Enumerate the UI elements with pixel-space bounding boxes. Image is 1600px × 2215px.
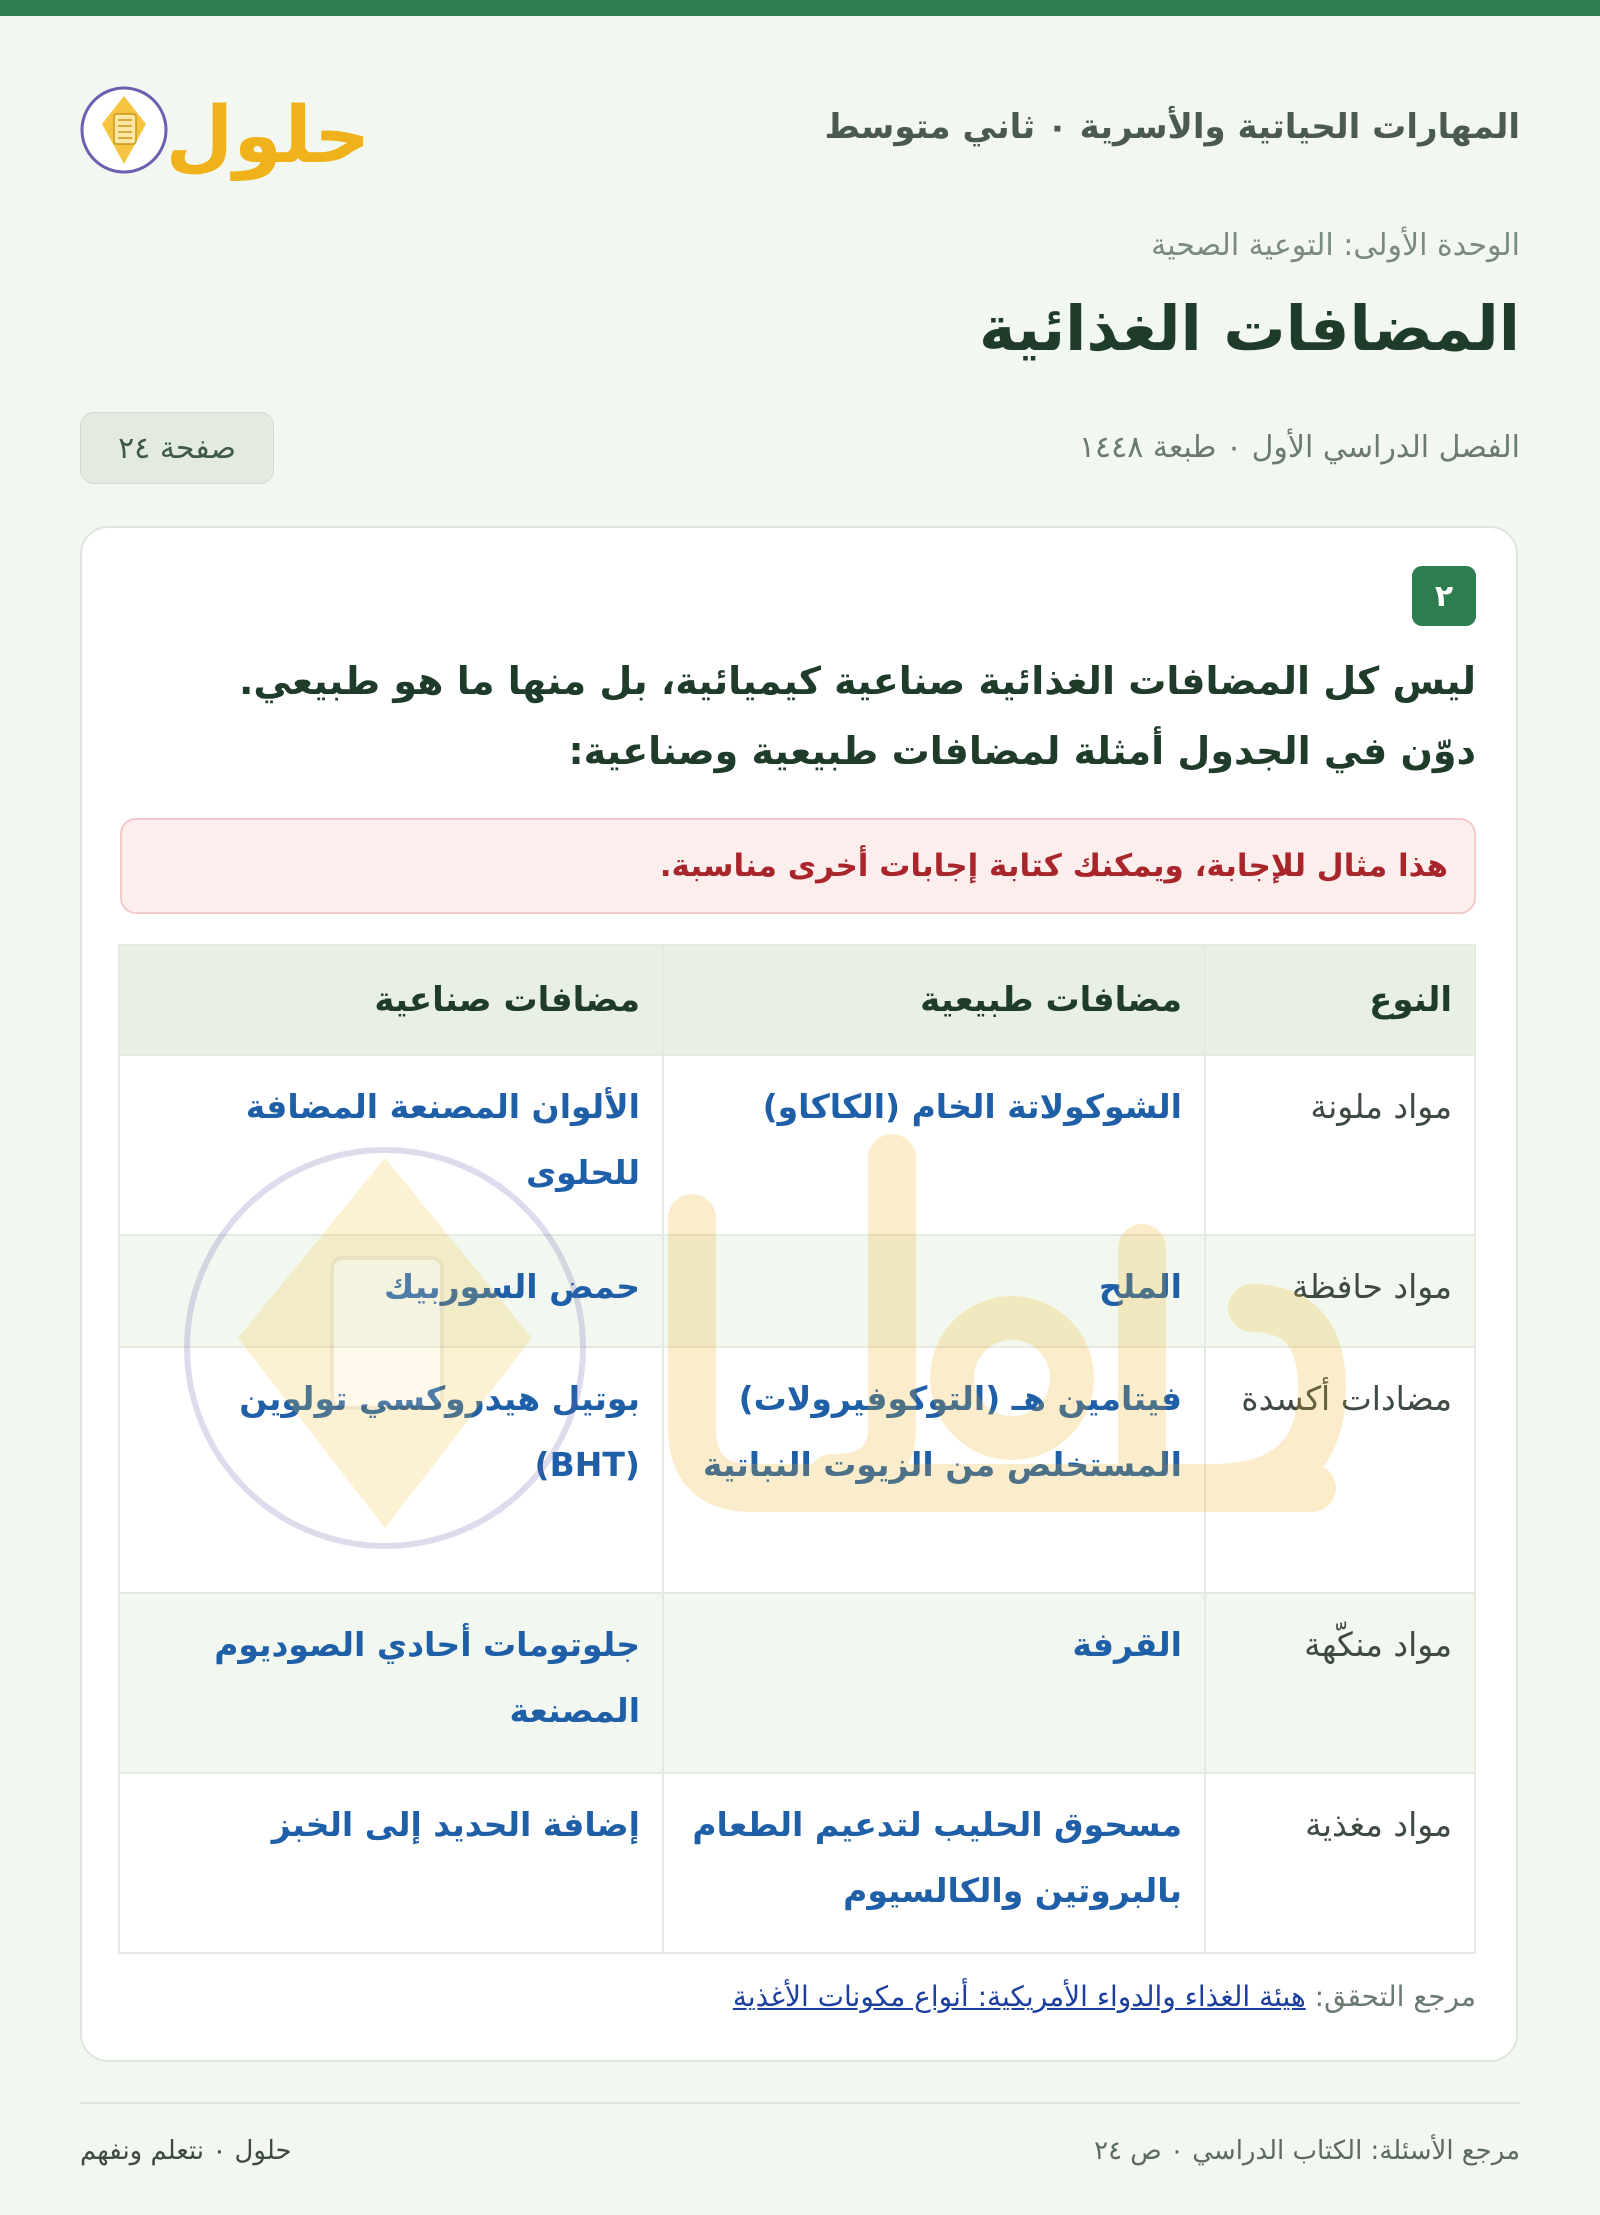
- header-type: النوع: [1205, 945, 1475, 1055]
- cell-type: مضادات أكسدة: [1205, 1347, 1475, 1593]
- top-accent-bar: [0, 0, 1600, 16]
- cell-type: مواد ملونة: [1205, 1055, 1475, 1235]
- question-text-line-2: دوّن في الجدول أمثلة لمضافات طبيعية وصناعية:: [568, 729, 1476, 773]
- answer-note: هذا مثال للإجابة، ويمكنك كتابة إجابات أخرى مناسبة.: [120, 818, 1476, 914]
- table-row: [119, 1235, 1475, 1347]
- table-header-row: [119, 945, 1475, 1055]
- logo-wordmark: حلول: [165, 91, 370, 181]
- cell-artificial: جلوتومات أحادي الصوديوم المصنعة: [119, 1593, 663, 1773]
- term-label: الفصل الدراسي الأول ٠ طبعة ١٤٤٨: [1078, 430, 1520, 465]
- additives-table: [118, 944, 1476, 1954]
- question-card: [80, 526, 1518, 2062]
- cell-artificial: إضافة الحديد إلى الخبز: [119, 1773, 663, 1953]
- cell-artificial: حمض السوربيك: [119, 1235, 663, 1347]
- page-title: المضافات الغذائية: [978, 292, 1520, 365]
- reference-label: مرجع التحقق:: [1314, 1980, 1476, 2013]
- question-number-badge: ٢: [1412, 566, 1476, 626]
- table-row: [119, 1593, 1475, 1773]
- cell-artificial: بوتيل هيدروكسي تولوين (BHT): [119, 1347, 663, 1593]
- table-row: [119, 1773, 1475, 1953]
- question-text: [146, 646, 1476, 786]
- cell-natural: القرفة: [663, 1593, 1205, 1773]
- subject-title: المهارات الحياتية والأسرية ٠ ثاني متوسط: [824, 107, 1520, 147]
- reference-link[interactable]: هيئة الغذاء والدواء الأمريكية: أنواع مكونات الأغذية: [732, 1980, 1306, 2013]
- cell-natural: مسحوق الحليب لتدعيم الطعام بالبروتين والكالسيوم: [663, 1773, 1205, 1953]
- footer-divider: [80, 2102, 1520, 2104]
- hulul-logo[interactable]: [80, 62, 370, 192]
- cell-natural: فيتامين هـ (التوكوفيرولات) المستخلص من الزيوت النباتية: [663, 1347, 1205, 1593]
- page-header: [80, 62, 1520, 192]
- page-number-badge: صفحة ٢٤: [80, 412, 274, 484]
- cell-type: مواد حافظة: [1205, 1235, 1475, 1347]
- header-natural: مضافات طبيعية: [663, 945, 1205, 1055]
- cell-type: مواد مغذية: [1205, 1773, 1475, 1953]
- footer-reference: مرجع الأسئلة: الكتاب الدراسي ٠ ص ٢٤: [1094, 2136, 1520, 2166]
- cell-type: مواد منكّهة: [1205, 1593, 1475, 1773]
- reference-line: [733, 1980, 1476, 2013]
- cell-natural: الملح: [663, 1235, 1205, 1347]
- unit-label: الوحدة الأولى: التوعية الصحية: [1151, 228, 1520, 263]
- footer-brand: حلول ٠ نتعلم ونفهم: [80, 2136, 292, 2166]
- cell-artificial: الألوان المصنعة المضافة للحلوى: [119, 1055, 663, 1235]
- cell-natural: الشوكولاتة الخام (الكاكاو): [663, 1055, 1205, 1235]
- question-text-line-1: ليس كل المضافات الغذائية صناعية كيميائية، بل منها ما هو طبيعي.: [238, 659, 1476, 703]
- header-artificial: مضافات صناعية: [119, 945, 663, 1055]
- table-row: [119, 1347, 1475, 1593]
- table-row: [119, 1055, 1475, 1235]
